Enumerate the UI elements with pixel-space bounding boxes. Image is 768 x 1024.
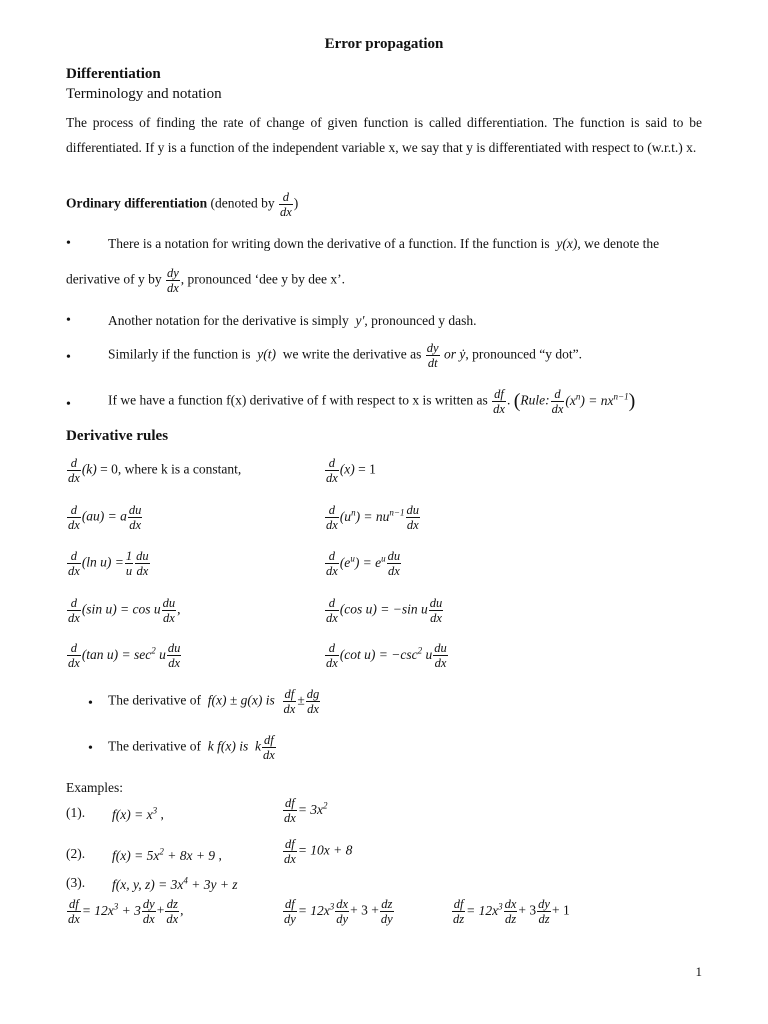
d-dx-fraction: $\frac{d}{dx}$	[326, 596, 338, 625]
example-number: (2).	[66, 846, 86, 861]
bullet-2-text-b: , pronounced y dash.	[364, 313, 477, 328]
math-y-dot: ẏ	[459, 346, 466, 362]
constant-multiple-line: The derivative of k f(x) is k $\frac{df}{dx}$	[108, 733, 275, 762]
math-y-prime: y′	[352, 313, 365, 328]
bullet-2-text-a: Another notation for the derivative is simply	[108, 313, 349, 328]
d-dx-fraction: $\frac{d}{dx}$	[68, 456, 80, 485]
math-y-of-x: y(x)	[553, 236, 578, 251]
dg-dx-fraction: $\frac{dg}{dx}$	[306, 687, 320, 716]
constant-multiple-text: The derivative of	[108, 738, 201, 754]
dy-dz-fraction: $\frac{dy}{dz}$	[538, 897, 550, 926]
bullet-2-line	[108, 313, 477, 329]
rule-constant-text: , where k is a constant,	[117, 461, 242, 477]
bullet-1-line-2	[66, 266, 345, 295]
example-3-df-dx: $\frac{df}{dx}$ = $12x^3 + 3$ $\frac{dy}{dx}$ + $\frac{dz}{dx}$ ,	[68, 897, 184, 926]
page-title: Error propagation	[324, 36, 444, 52]
du-dx-fraction: $\frac{du}{dx}$	[136, 549, 149, 578]
example-3-df-dy: $\frac{df}{dy}$ = $12x^3$ $\frac{dx}{dy}$ + 3 + $\frac{dz}{dy}$	[284, 897, 393, 926]
section-heading-derivative-rules: Derivative rules	[66, 428, 169, 444]
dy-dx-fraction: $\frac{dy}{dx}$	[142, 897, 155, 926]
rule-cot: $\frac{d}{dx}$ (cot $u) = -\csc^2$ u $\frac{du}{dx}$	[326, 641, 447, 670]
math-y-of-t: y(t)	[253, 346, 280, 362]
bullet-3-text-b: we write the derivative as	[282, 346, 422, 362]
bullet-3-text-or: or	[443, 346, 456, 362]
rule-label: Rule	[520, 392, 546, 408]
sum-rule-is: is	[265, 692, 275, 708]
du-dx-fraction: $\frac{du}{dx}$	[128, 503, 142, 532]
bullet-dot: •	[66, 236, 71, 251]
sum-rule-text: The derivative of	[108, 692, 201, 708]
du-dx-fraction: $\frac{du}{dx}$	[387, 549, 401, 578]
ordinary-diff-line: Ordinary differentiation (denoted by $\frac{d}{dx}$ )	[66, 190, 299, 219]
bullet-3-line	[108, 341, 582, 370]
example-number: (3).	[66, 875, 86, 890]
dy-dx-fraction: $\frac{dy}{dx}$	[166, 266, 179, 295]
rule-cos: $\frac{d}{dx}$ (cos u) = −sin u $\frac{du}{dx}$	[326, 596, 443, 625]
d-dx-fraction: $\frac{d}{dx}$	[68, 641, 80, 670]
example-number: (1).	[66, 805, 86, 820]
bullet-dot: •	[66, 397, 71, 412]
d-dx-fraction: $\frac{d}{dx}$	[551, 387, 564, 416]
d-dx-fraction: $\frac{d}{dx}$	[326, 503, 338, 532]
dy-dt-fraction: $\frac{dy}{dt}$	[426, 341, 439, 370]
example-3-df-dz: $\frac{df}{dz}$ = $12x^3$ $\frac{dx}{dz}$ + 3 $\frac{dy}{dz}$ + 1	[453, 897, 570, 926]
d-dx-fraction: $\frac{d}{dx}$	[326, 549, 338, 578]
rule-x: $\frac{d}{dx}$ (x) = 1	[326, 456, 376, 485]
du-dx-fraction: $\frac{du}{dx}$	[429, 596, 443, 625]
bullet-1-line-1	[108, 236, 659, 252]
subheading-terminology: Terminology and notation	[66, 86, 222, 102]
df-dx-fraction: $\frac{df}{dx}$	[283, 687, 296, 716]
bullet-dot: •	[66, 313, 71, 328]
d-dx-fraction: $\frac{d}{dx}$	[68, 596, 80, 625]
d-dx-fraction: $\frac{d}{dx}$	[279, 190, 292, 219]
rule-tan: $\frac{d}{dx}$ (tan $u) = \sec^2 u$ $\frac{du}{dx}$	[68, 641, 181, 670]
d-dx-fraction: $\frac{d}{dx}$	[326, 641, 338, 670]
constant-multiple-is: is	[239, 738, 249, 754]
rule-exp: $\frac{d}{dx}$ $(e^u) = e^u$ $\frac{du}{dx}$	[326, 549, 401, 578]
df-dx-fraction: $\frac{df}{dx}$	[68, 897, 80, 926]
example-1-derivative: $\frac{df}{dx}$ = $3x^2$	[284, 796, 328, 825]
du-dx-fraction: $\frac{du}{dx}$	[162, 596, 176, 625]
bullet-1-text-b: , we denote the	[577, 236, 660, 251]
page-number: 1	[695, 964, 702, 979]
dz-dx-fraction: $\frac{dz}{dx}$	[166, 897, 179, 926]
example-2-function: $f(x) = 5x^2 + 8x + 9$ ,	[112, 846, 222, 863]
df-dx-fraction: $\frac{df}{dx}$	[262, 733, 275, 762]
du-dx-fraction: $\frac{du}{dx}$	[434, 641, 447, 670]
intro-paragraph: The process of finding the rate of change of given function is called differentiation. The function is said to be differentiated. If y is a function of the independent variable x, we say that y is differentiated with respect to (w.r.t.) x.	[66, 115, 702, 155]
one-over-u-fraction: $\frac{1}{u}$	[125, 549, 133, 578]
df-dy-fraction: $\frac{df}{dy}$	[284, 897, 296, 926]
d-dx-fraction: $\frac{d}{dx}$	[68, 549, 80, 578]
bullet-1-text-c: derivative of y by	[66, 271, 162, 287]
dz-dy-fraction: $\frac{dz}{dy}$	[380, 897, 393, 926]
bullet-dot: •	[88, 741, 93, 756]
rule-ln: $\frac{d}{dx}$ (ln u) = $\frac{1}{u}$ $\frac{du}{dx}$	[68, 549, 149, 578]
dx-dz-fraction: $\frac{dx}{dz}$	[504, 897, 517, 926]
examples-label: Examples:	[66, 780, 123, 795]
example-2-derivative: $\frac{df}{dx}$ = 10x + 8	[284, 837, 353, 866]
section-heading-differentiation: Differentiation	[66, 66, 161, 82]
bullet-3-text-d: , pronounced “y dot”.	[465, 346, 582, 362]
du-dx-fraction: $\frac{du}{dx}$	[167, 641, 181, 670]
df-dz-fraction: $\frac{df}{dz}$	[453, 897, 465, 926]
du-dx-fraction: $\frac{du}{dx}$	[406, 503, 419, 532]
bullet-4-line: If we have a function f(x) derivative of f with respect to x is written as $\frac{df}{dx}$ . (Rule: $\frac{d}{dx}$ $(x^n) = nx^{n-1}$)	[108, 387, 636, 416]
rule-au: $\frac{d}{dx}$ (au) = a $\frac{du}{dx}$	[68, 503, 142, 532]
example-1-function: $f(x) = x^3$ ,	[112, 805, 164, 822]
df-dx-fraction: $\frac{df}{dx}$	[284, 837, 296, 866]
bullet-1-text-d: , pronounced ‘dee y by dee x’.	[180, 271, 345, 287]
bullet-4-text-a: If we have a function f(x) derivative of f with respect to x is written as	[108, 392, 488, 408]
d-dx-fraction: $\frac{d}{dx}$	[68, 503, 80, 532]
bullet-dot: •	[88, 696, 93, 711]
bullet-3-text-a: Similarly if the function is	[108, 346, 251, 362]
rule-constant: $\frac{d}{dx}$ (k) = 0, where k is a constant,	[68, 456, 242, 485]
bullet-dot: •	[66, 350, 71, 365]
dx-dy-fraction: $\frac{dx}{dy}$	[336, 897, 349, 926]
df-dx-fraction: $\frac{df}{dx}$	[284, 796, 296, 825]
df-dx-fraction: $\frac{df}{dx}$	[493, 387, 505, 416]
example-3-function: f(x, y, $z) = 3x^4 + 3y + z$	[112, 875, 238, 892]
rule-power: $\frac{d}{dx}$ $(u^n) = nu^{n-1}$ $\frac{du}{dx}$	[326, 503, 419, 532]
rule-sin: $\frac{d}{dx}$ (sin u) = cos u $\frac{du}{dx}$ ,	[68, 596, 181, 625]
sum-rule-line: The derivative of f(x) ± g(x) is $\frac{df}{dx}$ ± $\frac{dg}{dx}$	[108, 687, 320, 716]
ordinary-diff-rest: (denoted by	[210, 195, 275, 211]
bullet-1-text-a: There is a notation for writing down the derivative of a function. If the function is	[108, 236, 550, 251]
d-dx-fraction: $\frac{d}{dx}$	[326, 456, 338, 485]
ordinary-diff-bold: Ordinary differentiation	[66, 195, 208, 211]
